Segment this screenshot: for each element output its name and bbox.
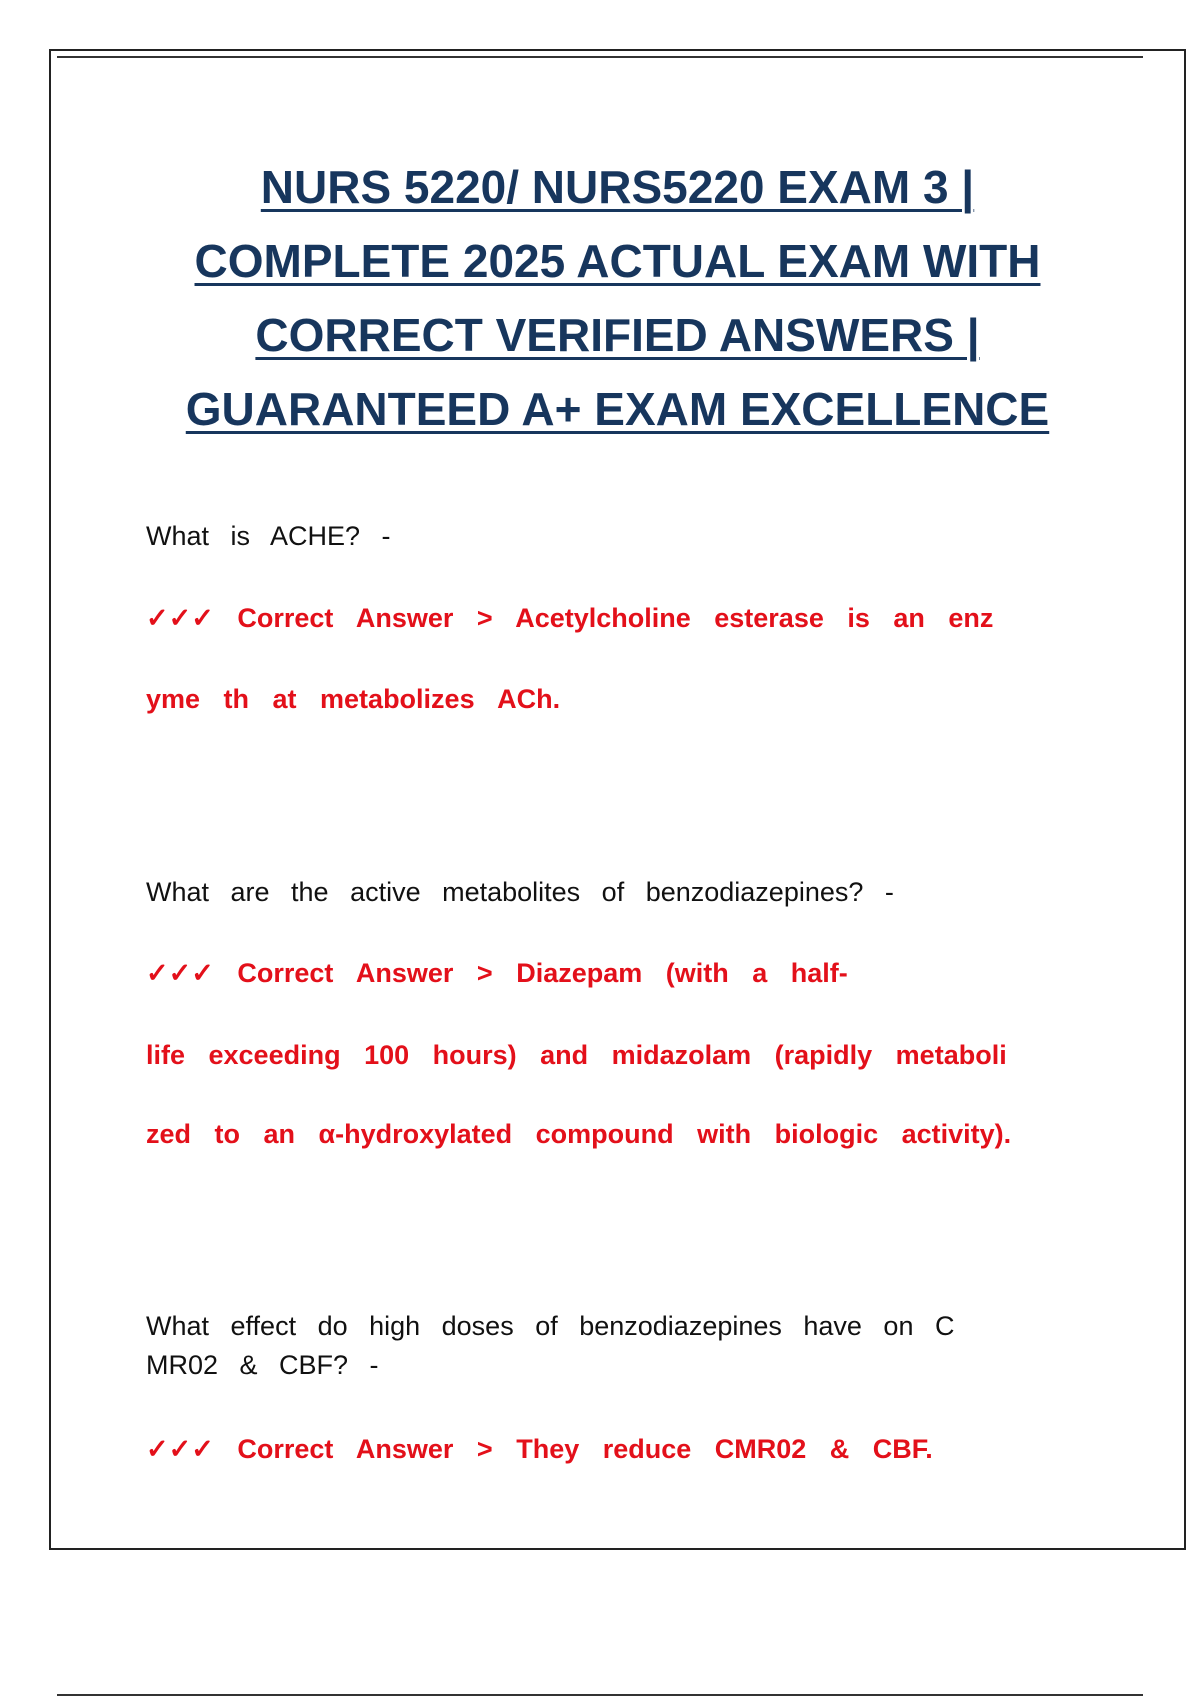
answer-2-line-1: ✓✓✓ Correct Answer > Diazepam (with a half- [146,958,848,988]
title-line-2: COMPLETE 2025 ACTUAL EXAM WITH [194,235,1041,287]
answer-2-line-3: zed to an α-hydroxylated compound with biologic activity). [146,1119,1012,1149]
question-1-line-1: What is ACHE? - [146,521,391,551]
question-2-line-1: What are the active metabolites of benzodiazepines? - [146,877,894,907]
footer-rule [57,1694,1143,1696]
title-line-1: NURS 5220/ NURS5220 EXAM 3 | [260,161,975,213]
title-line-4: GUARANTEED A+ EXAM EXCELLENCE [185,383,1050,435]
answer-1-line-1: ✓✓✓ Correct Answer > Acetylcholine esterase is an enz [146,603,994,633]
title-line-3: CORRECT VERIFIED ANSWERS | [255,309,980,361]
answer-2-line-2: life exceeding 100 hours) and midazolam (rapidly metaboli [146,1040,1007,1070]
answer-3-line-1: ✓✓✓ Correct Answer > They reduce CMR02 & CBF. [146,1434,933,1464]
question-3-line-1: What effect do high doses of benzodiazepines have on C [146,1311,955,1341]
document-title [150,150,1085,446]
question-3-line-2: MR02 & CBF? - [146,1350,379,1380]
answer-1-line-2: yme th at metabolizes ACh. [146,684,561,714]
header-rule [57,56,1143,58]
